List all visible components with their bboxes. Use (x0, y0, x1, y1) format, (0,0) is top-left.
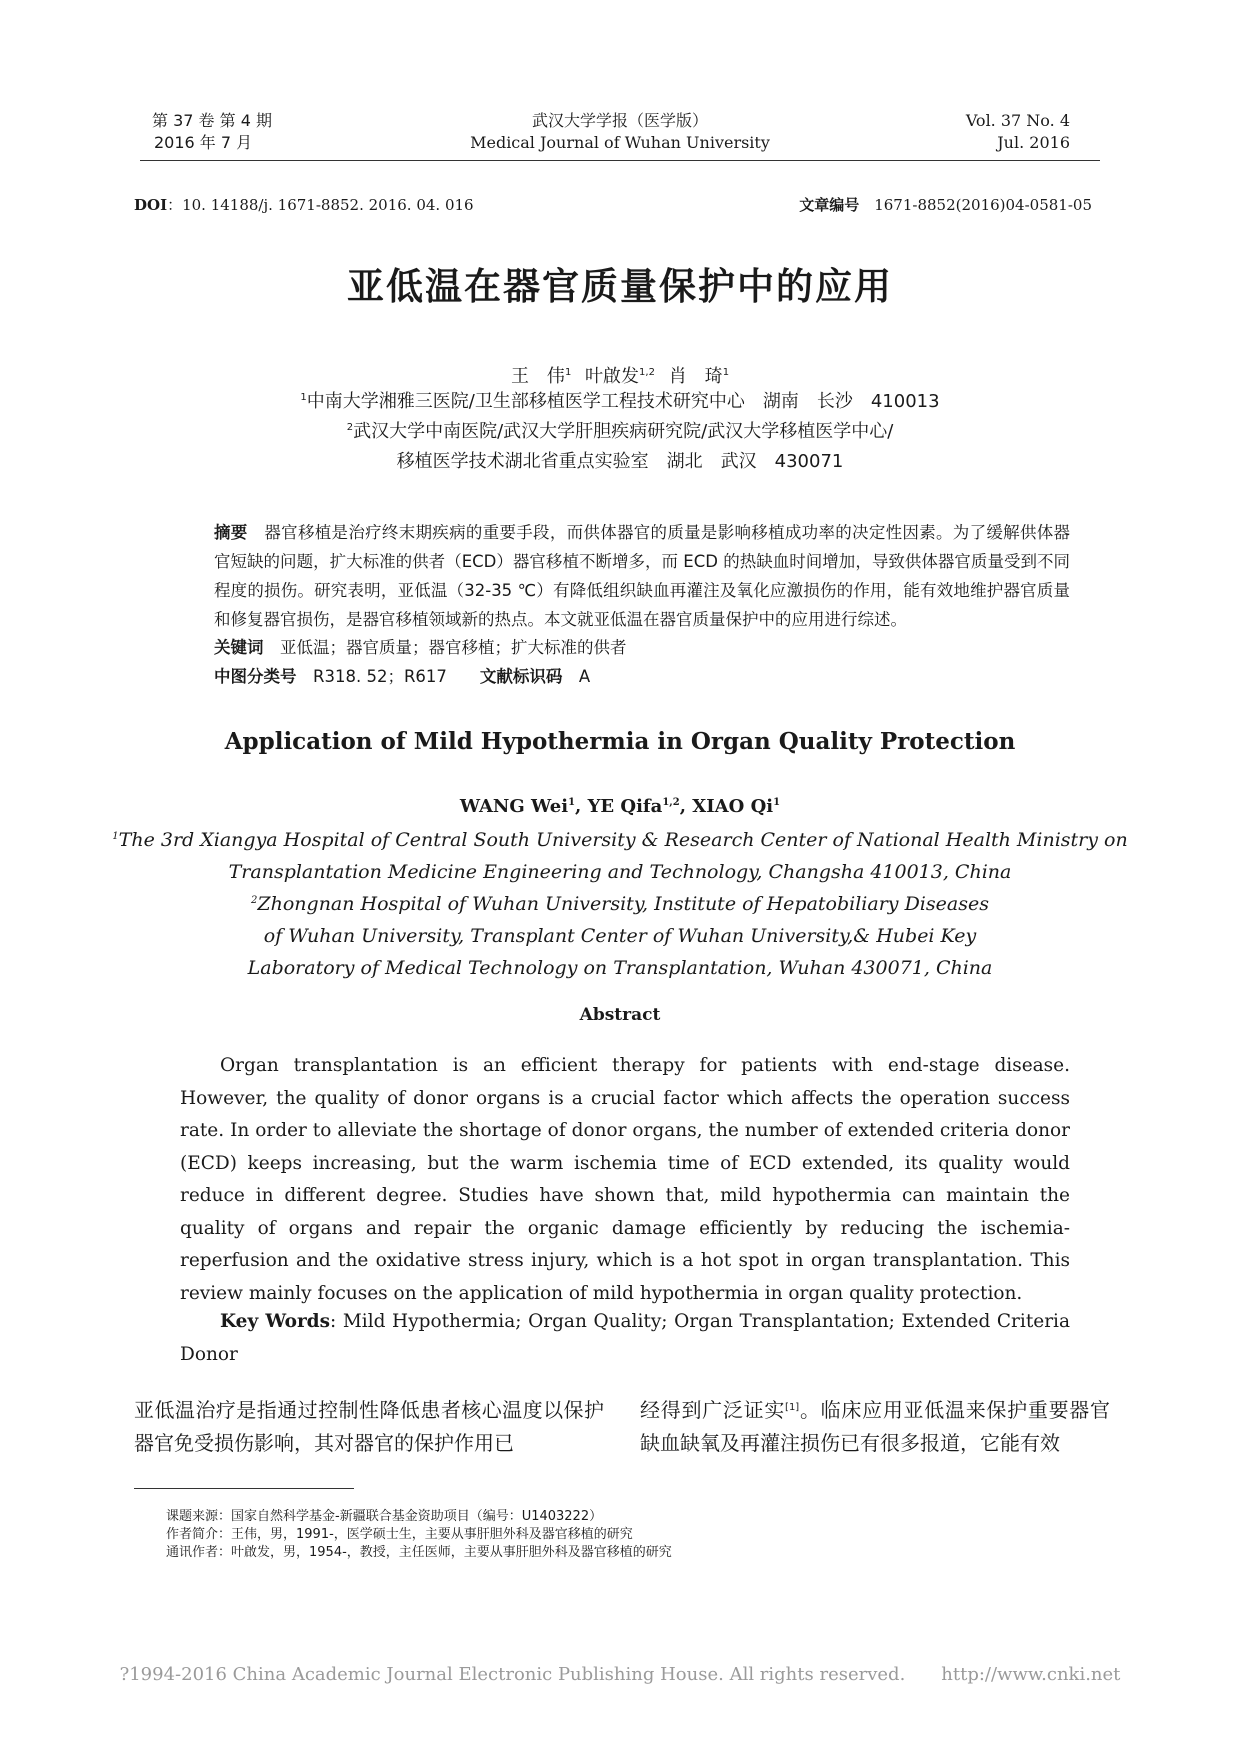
affiliation-cn-2-text: 武汉大学中南医院/武汉大学肝胆疾病研究院/武汉大学移植医学中心/ (353, 421, 894, 442)
affiliation-en-3 (0, 891, 1240, 917)
issue-date-text: 2016 年 7 月 (154, 133, 253, 152)
footnote-author: 作者简介：王伟，男，1991-，医学硕士生，主要从事肝胆外科及器官移植的研究 (166, 1527, 633, 1542)
affiliation-en-4: of Wuhan University, Transplant Center of Wuhan University,& Hubei Key (263, 925, 977, 947)
header-rule (140, 160, 1100, 161)
copyright-notice: ?1994-2016 China Academic Journal Electronic Publishing House. All rights reserved. http://www.cnki.net (119, 1664, 1121, 1685)
footnote-fund: 课题来源：国家自然科学基金-新疆联合基金资助项目（编号：U1403222） (166, 1509, 603, 1524)
affiliation-en-2: Transplantation Medicine Engineering and Technology, Changsha 410013, China (228, 861, 1012, 883)
author-en-3-sup: 1 (773, 797, 781, 808)
date-en-text: Jul. 2016 (997, 133, 1070, 152)
author-cn-1: 王 伟 (510, 366, 565, 387)
abstract-cn-label: 摘要 (214, 523, 248, 542)
article-number-value: 1671-8852(2016)04-0581-05 (874, 196, 1092, 214)
affiliation-en-3-sup: 2 (251, 895, 258, 906)
affiliation-en-1-sup: 1 (112, 831, 119, 842)
doi-value: ：10. 14188/j. 1671-8852. 2016. 04. 016 (167, 196, 474, 214)
body-right-text-b: 。临床应用亚低温来保护重要器官缺血缺氧及再灌注损伤已有很多报道，它能有效 (640, 1398, 1111, 1455)
author-cn-1-sup: 1 (564, 367, 572, 378)
affiliation-cn-1-text: 中南大学湘雅三医院/卫生部移植医学工程技术研究中心 湖南 长沙 410013 (306, 391, 940, 412)
affiliation-en-1 (0, 827, 1240, 853)
author-cn-3: 肖 琦 (668, 366, 723, 387)
author-en-3: XIAO Qi (692, 796, 774, 817)
keywords-cn-label: 关键词 (214, 638, 264, 657)
body-column-right (640, 1394, 1110, 1460)
affiliation-en-1-text: The 3rd Xiangya Hospital of Central South University & Research Center of National Health Ministry on (118, 829, 1128, 851)
article-number (799, 194, 1092, 215)
keywords-en-text: Mild Hypothermia; Organ Quality; Organ Transplantation; Extended Criteria Donor (180, 1311, 1070, 1365)
doi-label: DOI (134, 196, 168, 214)
keywords-cn (214, 634, 627, 658)
footnote-corresponding: 通讯作者：叶啟发，男，1954-，教授，主任医师，主要从事肝胆外科及器官移植的研究 (166, 1545, 672, 1560)
doc-code-value: A (578, 667, 591, 686)
author-en-1-sup: 1 (568, 797, 576, 808)
doc-code-label: 文献标识码 (479, 667, 563, 686)
keywords-en: Key Words: Mild Hypothermia; Organ Quality; Organ Transplantation; Extended Criteria Donor (180, 1311, 1070, 1365)
journal-name (400, 110, 840, 154)
abstract-en-text: Organ transplantation is an efficient therapy for patients with end-stage disease. However, the quality of donor organs is a crucial factor which affects the operation success rate. In order to alleviate the shortage of donor organs, the number of extended criteria donor (ECD) keeps increasing, but the warm ischemia time of ECD extended, its quality would reduce in different degree. Studies have shown that, mild hypothermia can maintain the quality of organs and repair the organic damage efficiently by reducing the ischemia-reperfusion and the oxidative stress injury, which is a hot spot in organ transplantation. This review mainly focuses on the application of mild hypothermia in organ quality protection. (180, 1055, 1070, 1304)
affiliation-cn-2-sup: 2 (346, 422, 354, 433)
journal-name-en: Medical Journal of Wuhan University (470, 133, 770, 152)
journal-name-cn: 武汉大学学报（医学版） (531, 111, 708, 130)
affiliation-cn-1 (0, 390, 1240, 414)
abstract-cn-text: 器官移植是治疗终末期疾病的重要手段，而供体器官的质量是影响移植成功率的决定性因素。为了缓解供体器官短缺的问题，扩大标准的供者（ECD）器官移植不断增多，而 ECD 的热缺血时间增加，导致供体器官质量受到不同程度的损伤。研究表明，亚低温（32-35 ℃）有降低组织缺血再灌注及氧化应激损伤的作用，能有效地维护器官质量和修复器官损伤，是器官移植领域新的热点。本文就亚低温在器官质量保护中的应用进行综述。 (214, 523, 1071, 629)
volume-issue-text: 第 37 卷 第 4 期 (152, 111, 272, 130)
author-cn-2-sup: 1,2 (639, 367, 655, 378)
author-en-1: WANG Wei (459, 796, 569, 817)
author-en-2-sup: 1,2 (662, 797, 680, 808)
authors-cn (0, 362, 1240, 388)
affiliation-cn-3: 移植医学技术湖北省重点实验室 湖北 武汉 430071 (396, 451, 844, 472)
title-en: Application of Mild Hypothermia in Organ Quality Protection (224, 728, 1016, 755)
affiliation-en-5: Laboratory of Medical Technology on Transplantation, Wuhan 430071, China (247, 957, 993, 979)
volume-en-text: Vol. 37 No. 4 (965, 111, 1070, 130)
author-en-2: YE Qifa (587, 796, 663, 817)
author-cn-2: 叶啟发 (585, 366, 640, 387)
abstract-cn (214, 518, 1070, 634)
title-cn: 亚低温在器官质量保护中的应用 (347, 265, 893, 308)
reference-marker: [1] (785, 1402, 800, 1413)
affiliation-cn-1-sup: 1 (300, 392, 307, 403)
classification-cn-label: 中图分类号 (214, 667, 297, 686)
affiliation-cn-2 (0, 420, 1240, 444)
journal-volume-issue (152, 110, 272, 154)
affiliation-en-3-text: Zhongnan Hospital of Wuhan University, Institute of Hepatobiliary Diseases (257, 893, 989, 915)
abstract-en-heading: Abstract (579, 1005, 661, 1025)
body-right-text-a: 经得到广泛证实 (640, 1398, 786, 1422)
article-number-label: 文章编号 (799, 196, 860, 214)
classification-cn (214, 663, 590, 687)
keywords-en-label: Key Words (220, 1311, 331, 1332)
body-column-left: 亚低温治疗是指通过控制性降低患者核心温度以保护器官免受损伤影响，其对器官的保护作用已 (134, 1398, 604, 1455)
classification-cn-value: R318. 52；R617 (313, 667, 447, 686)
author-cn-3-sup: 1 (722, 367, 730, 378)
doi-line (134, 194, 474, 215)
footnote-rule (134, 1488, 354, 1489)
keywords-cn-text: 亚低温；器官质量；器官移植；扩大标准的供者 (280, 638, 627, 657)
authors-en: WANG Wei$^1$, YE Qifa$^{1,2}$, XIAO Qi$^1$ (459, 796, 781, 817)
journal-volume-en (966, 110, 1070, 154)
